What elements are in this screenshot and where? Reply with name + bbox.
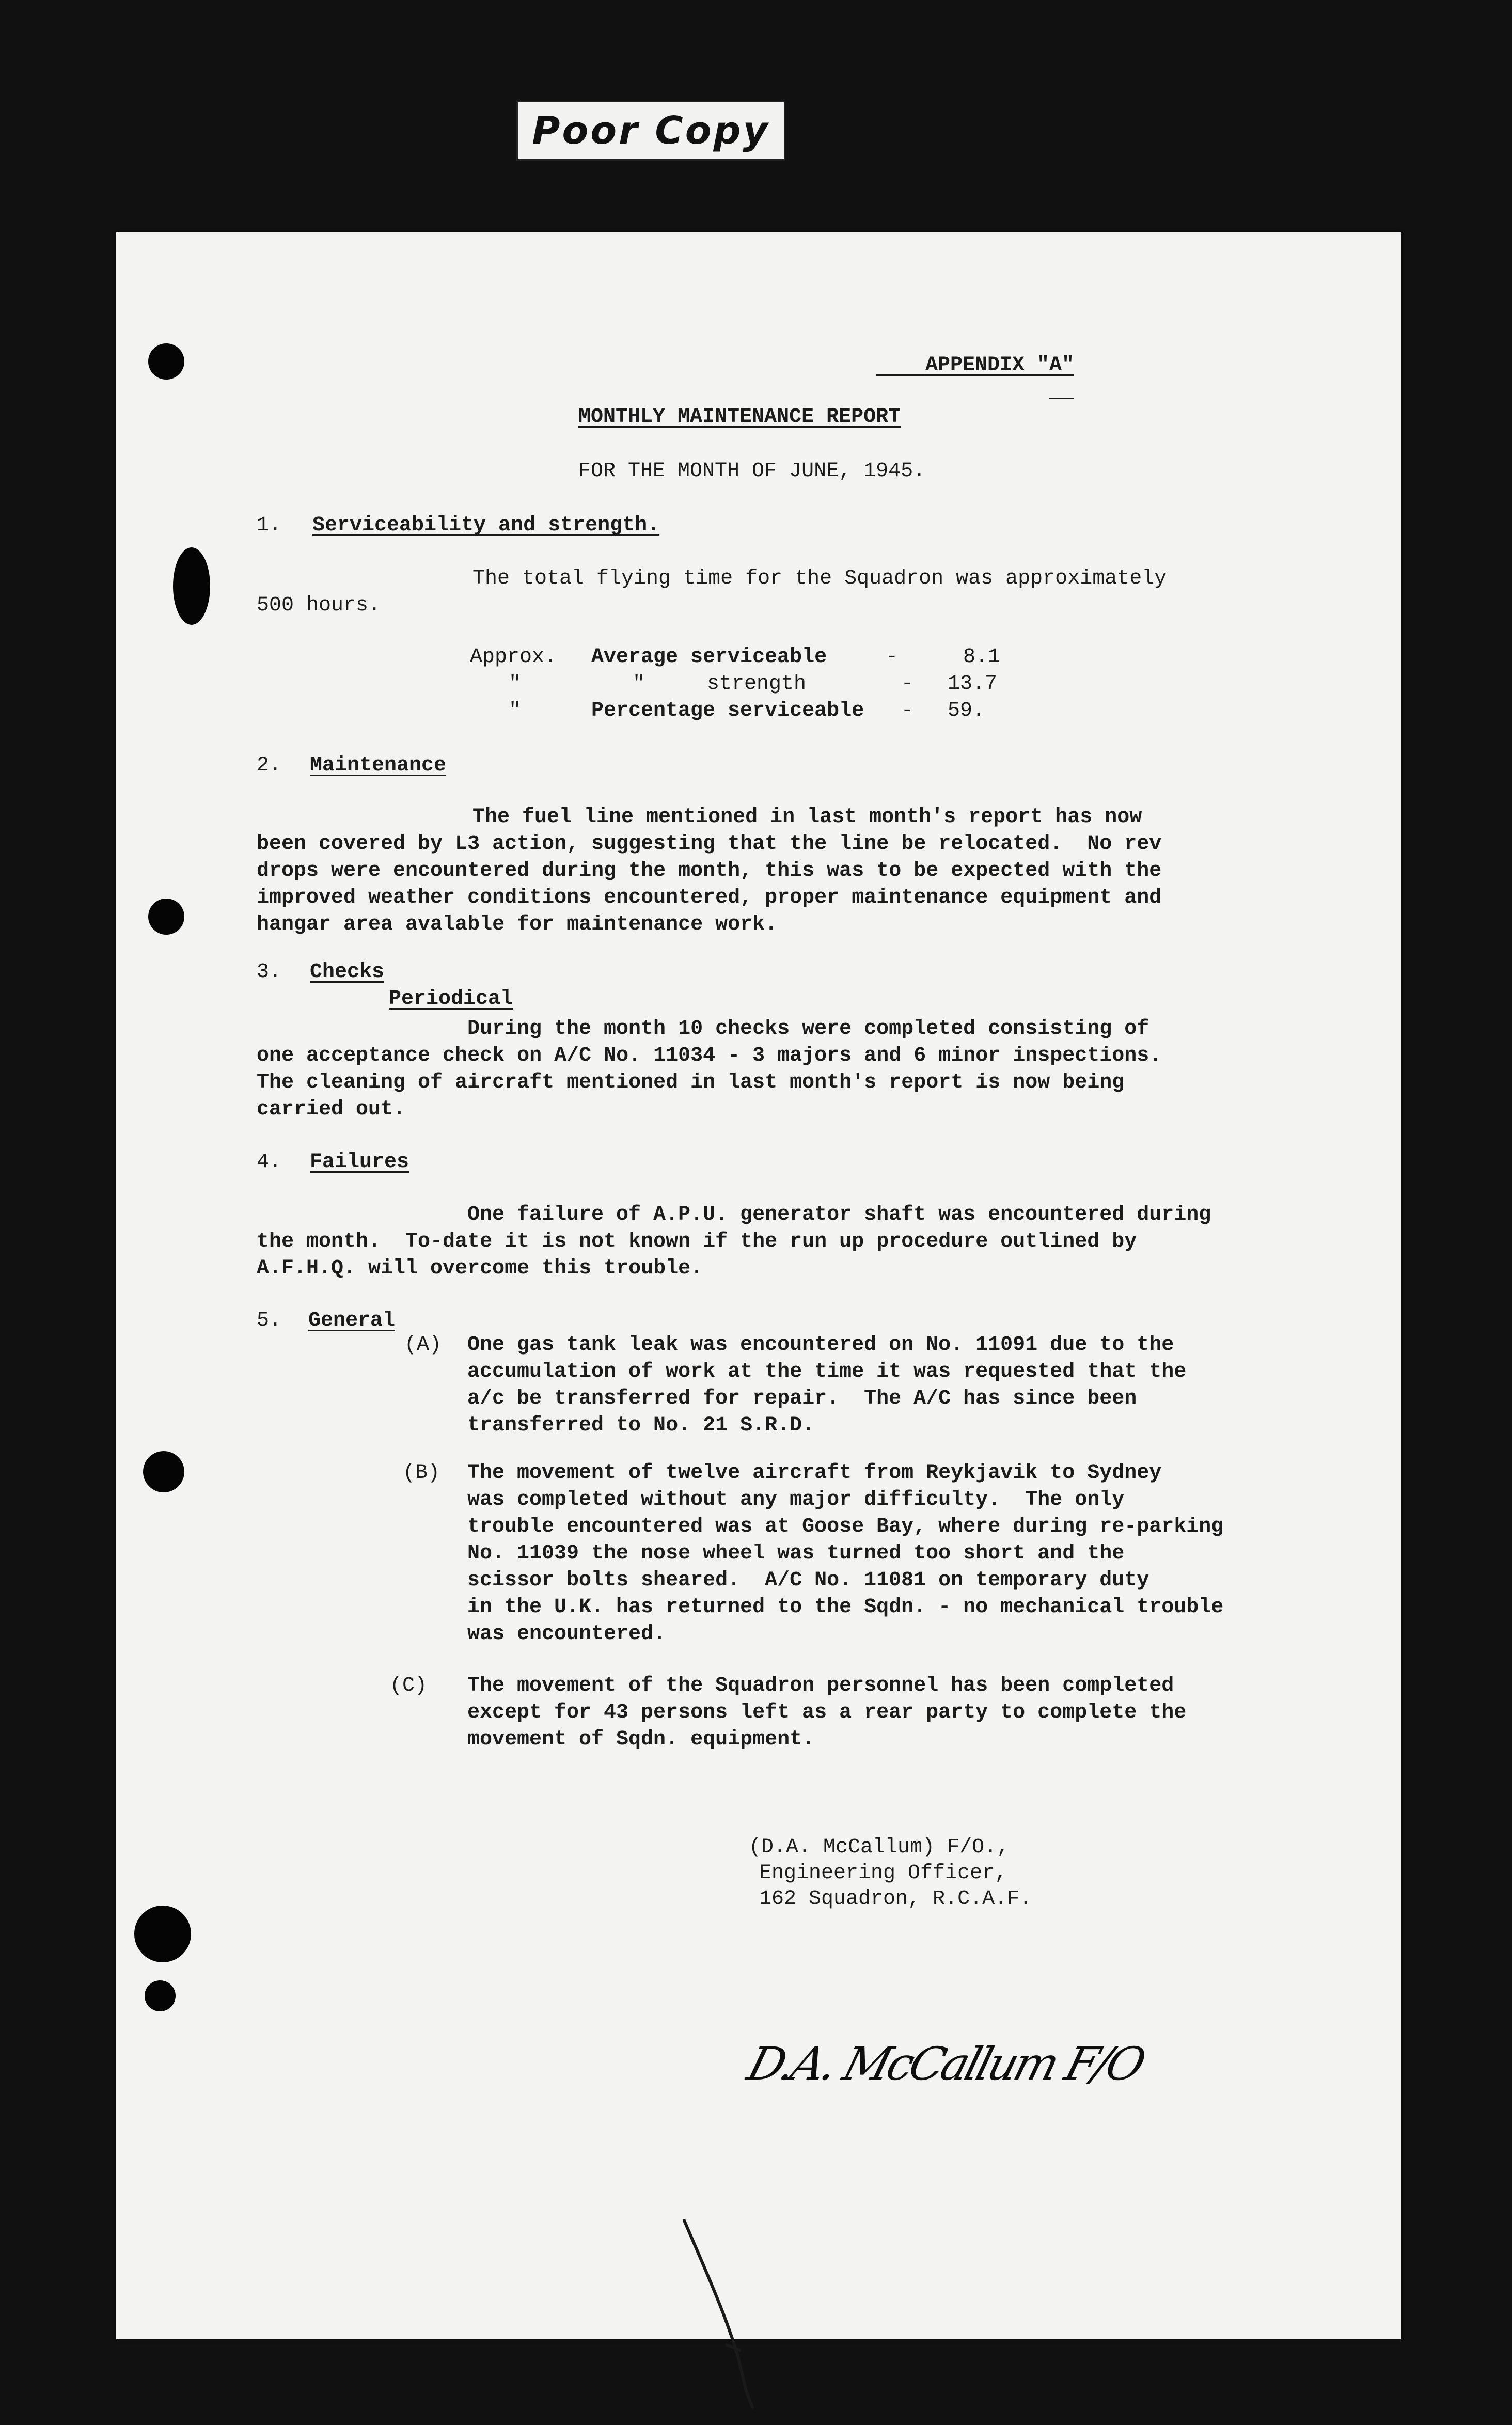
item-b-text: The movement of twelve aircraft from Reykjavik to Sydney bbox=[467, 1461, 1162, 1485]
section-2-text: drops were encountered during the month, this was to be expected with the bbox=[257, 859, 1162, 883]
stat-label: Average serviceable bbox=[591, 645, 827, 669]
item-b-text: scissor bolts sheared. A/C No. 11081 on temporary duty bbox=[467, 1569, 1149, 1592]
item-b-text: was completed without any major difficulty. The only bbox=[467, 1488, 1125, 1511]
item-a-text: One gas tank leak was encountered on No. 11091 due to the bbox=[467, 1333, 1174, 1357]
item-a-text: a/c be transferred for repair. The A/C has since been bbox=[467, 1387, 1137, 1410]
section-5-number: 5. bbox=[257, 1309, 282, 1332]
item-a-label: (A) bbox=[404, 1333, 442, 1357]
signature-title: Engineering Officer, bbox=[759, 1862, 1007, 1885]
stat-dash: - bbox=[886, 645, 899, 669]
section-1-text: The total flying time for the Squadron was approximately bbox=[472, 567, 1167, 590]
item-b-label: (B) bbox=[403, 1461, 440, 1485]
section-3-text: one acceptance check on A/C No. 11034 - 3 majors and 6 minor inspections. bbox=[257, 1044, 1162, 1067]
section-4-heading: Failures bbox=[310, 1151, 410, 1174]
punch-hole bbox=[143, 1451, 184, 1492]
section-4-number: 4. bbox=[257, 1151, 282, 1174]
stat-dash: - bbox=[901, 672, 914, 696]
section-3-text: carried out. bbox=[257, 1098, 406, 1121]
section-2-number: 2. bbox=[257, 754, 282, 777]
item-b-text: trouble encountered was at Goose Bay, where during re-parking bbox=[467, 1515, 1224, 1538]
section-4-text: One failure of A.P.U. generator shaft was encountered during bbox=[467, 1203, 1211, 1226]
punch-hole bbox=[173, 547, 210, 625]
section-3-heading: Checks bbox=[310, 960, 385, 984]
item-c-text: movement of Sqdn. equipment. bbox=[467, 1728, 815, 1751]
section-1-heading: Serviceability and strength. bbox=[312, 514, 660, 537]
section-3-text: During the month 10 checks were completed consisting of bbox=[467, 1017, 1149, 1041]
item-c-label: (C) bbox=[390, 1674, 428, 1697]
stat-label: " strength bbox=[633, 672, 807, 696]
stat-prefix: " bbox=[509, 672, 522, 696]
report-period: FOR THE MONTH OF JUNE, 1945. bbox=[578, 460, 926, 483]
section-1-text: 500 hours. bbox=[257, 594, 381, 617]
punch-hole bbox=[145, 1980, 176, 2011]
report-title: MONTHLY MAINTENANCE REPORT bbox=[578, 405, 901, 429]
item-c-text: The movement of the Squadron personnel has been completed bbox=[467, 1674, 1174, 1697]
pen-stroke-mark bbox=[664, 2215, 788, 2412]
item-b-text: in the U.K. has returned to the Sqdn. - no mechanical trouble bbox=[467, 1596, 1224, 1619]
stat-dash: - bbox=[901, 699, 914, 722]
handwritten-signature: D.A. McCallum F/O bbox=[742, 2037, 1149, 2090]
stat-value: 13.7 bbox=[948, 672, 998, 696]
section-4-text: A.F.H.Q. will overcome this trouble. bbox=[257, 1257, 703, 1280]
section-1-number: 1. bbox=[257, 514, 282, 537]
signature-unit: 162 Squadron, R.C.A.F. bbox=[759, 1887, 1032, 1911]
item-a-text: transferred to No. 21 S.R.D. bbox=[467, 1414, 815, 1437]
section-2-text: been covered by L3 action, suggesting that the line be relocated. No rev bbox=[257, 832, 1162, 856]
item-a-text: accumulation of work at the time it was requested that the bbox=[467, 1360, 1187, 1383]
section-3-number: 3. bbox=[257, 960, 282, 984]
section-3-subheading: Periodical bbox=[389, 987, 513, 1011]
item-b-text: No. 11039 the nose wheel was turned too short and the bbox=[467, 1542, 1125, 1565]
stat-value: 59. bbox=[948, 699, 985, 722]
document-page bbox=[116, 232, 1401, 2339]
stat-prefix: " bbox=[509, 699, 522, 722]
section-4-text: the month. To-date it is not known if the run up procedure outlined by bbox=[257, 1230, 1137, 1253]
section-2-heading: Maintenance bbox=[310, 754, 447, 777]
stat-prefix: Approx. bbox=[470, 645, 557, 669]
poor-copy-label: Poor Copy bbox=[516, 101, 785, 161]
punch-hole bbox=[148, 899, 184, 935]
section-2-text: The fuel line mentioned in last month's report has now bbox=[472, 806, 1142, 829]
punch-hole bbox=[134, 1906, 191, 1962]
section-2-text: hangar area avalable for maintenance work. bbox=[257, 913, 778, 936]
stat-label: Percentage serviceable bbox=[591, 699, 864, 722]
section-5-heading: General bbox=[308, 1309, 396, 1332]
item-c-text: except for 43 persons left as a rear party to complete the bbox=[467, 1701, 1187, 1724]
signature-name: (D.A. McCallum) F/O., bbox=[749, 1836, 1010, 1859]
stat-value: 8.1 bbox=[963, 645, 1001, 669]
section-3-text: The cleaning of aircraft mentioned in last month's report is now being bbox=[257, 1071, 1125, 1094]
section-2-text: improved weather conditions encountered, proper maintenance equipment and bbox=[257, 886, 1162, 909]
appendix-title-text: APPENDIX "A" bbox=[925, 354, 1074, 377]
item-b-text: was encountered. bbox=[467, 1623, 666, 1646]
appendix-title bbox=[116, 330, 1074, 400]
